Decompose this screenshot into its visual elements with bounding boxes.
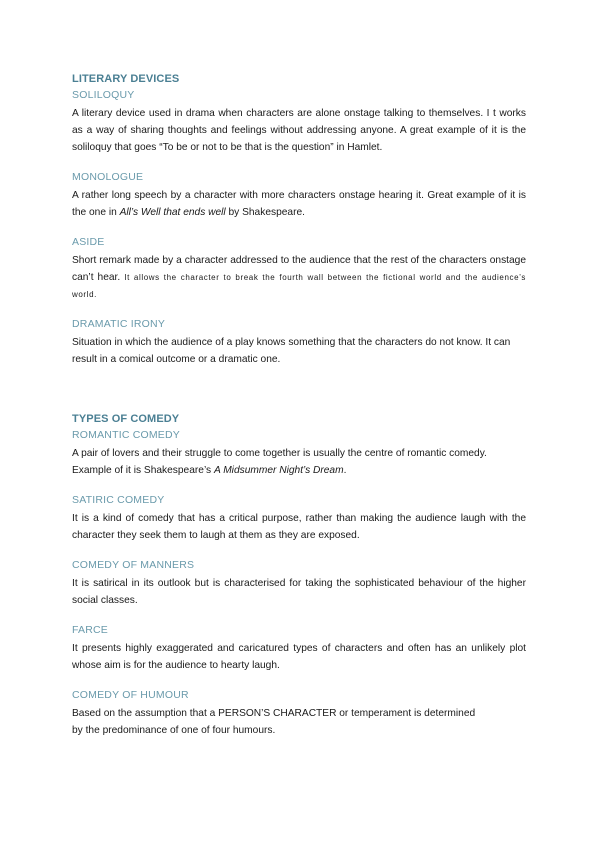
work-title-alls-well: All’s Well that ends well xyxy=(119,207,226,218)
definition-comedy-of-humour xyxy=(72,705,526,739)
definition-comedy-of-humour-line-1: Based on the assumption that a PERSON’S CHARACTER or temperament is determined xyxy=(72,708,476,719)
term-soliloquy: SOLILOQUY xyxy=(72,89,135,101)
definition-farce: It presents highly exaggerated and caricatured types of characters and often has an unlikely plot whose aim is for the audience to hearty laugh. xyxy=(72,643,526,671)
entry-dramatic-irony xyxy=(72,317,526,368)
definition-monologue xyxy=(72,187,526,221)
section-spacer xyxy=(72,382,526,412)
entry-satiric-comedy xyxy=(72,493,526,544)
document-content xyxy=(72,72,526,753)
work-title-midsummer: A Midsummer Night’s Dream xyxy=(213,465,344,476)
entry-comedy-of-humour xyxy=(72,688,526,739)
term-aside: ASIDE xyxy=(72,236,105,248)
section-title-literary-devices: LITERARY DEVICES xyxy=(72,73,180,85)
entry-farce xyxy=(72,623,526,674)
entry-romantic-comedy xyxy=(72,428,526,479)
definition-satiric-comedy: It is a kind of comedy that has a critical purpose, rather than making the audience laugh with the character they seek them to laugh at them as they are exposed. xyxy=(72,513,526,541)
entry-aside xyxy=(72,235,526,303)
term-romantic-comedy: ROMANTIC COMEDY xyxy=(72,429,180,441)
term-dramatic-irony: DRAMATIC IRONY xyxy=(72,318,166,330)
section-title-types-of-comedy: TYPES OF COMEDY xyxy=(72,413,180,425)
entry-soliloquy xyxy=(72,88,526,156)
definition-dramatic-irony: Situation in which the audience of a play knows something that the characters do not know. It can result in a comical outcome or a dramatic one. xyxy=(72,337,511,365)
definition-romantic-comedy-text-end: . xyxy=(343,465,347,476)
definition-monologue-text-end: by Shakespeare. xyxy=(225,207,305,218)
term-comedy-of-manners: COMEDY OF MANNERS xyxy=(72,559,195,571)
entry-monologue xyxy=(72,170,526,221)
definition-aside xyxy=(72,252,526,303)
term-farce: FARCE xyxy=(72,624,109,636)
term-satiric-comedy: SATIRIC COMEDY xyxy=(72,494,165,506)
definition-aside-small-text: It allows the character to break the fourth wall between the fictional world and the audience’s world. xyxy=(72,273,526,299)
term-comedy-of-humour: COMEDY OF HUMOUR xyxy=(72,689,189,701)
term-monologue: MONOLOGUE xyxy=(72,171,144,183)
entry-comedy-of-manners xyxy=(72,558,526,609)
definition-comedy-of-manners: It is satirical in its outlook but is characterised for taking the sophisticated behaviour of the higher social classes. xyxy=(72,578,526,606)
definition-comedy-of-humour-line-2: by the predominance of one of four humours. xyxy=(72,725,276,736)
definition-romantic-comedy xyxy=(72,445,526,479)
definition-soliloquy: A literary device used in drama when characters are alone onstage talking to themselves. I t works as a way of sharing thoughts and feelings without addressing anyone. A great example of it is the soliloquy that goes “To be or not to be that is the question” in Hamlet. xyxy=(72,108,526,153)
definition-romantic-comedy-text: A pair of lovers and their struggle to come together is usually the centre of romantic comedy. Example of it is Shakespeare’s xyxy=(72,448,487,476)
definition-monologue-text: A rather long speech by a character with more characters onstage hearing it. Great example of it is the one in xyxy=(72,190,526,218)
definition-aside-text: Short remark made by a character addressed to the audience that the rest of the characters onstage can’t hear. xyxy=(72,255,526,283)
